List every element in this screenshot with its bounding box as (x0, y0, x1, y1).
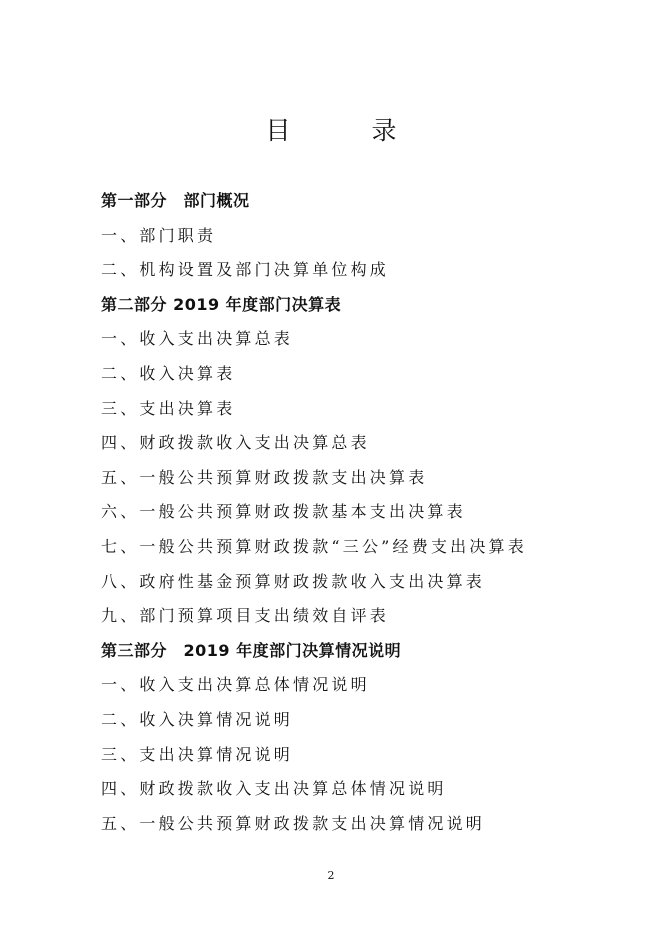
toc-item: 七、一般公共预算财政拨款“三公”经费支出决算表 (101, 536, 527, 556)
toc-item: 二、收入决算情况说明 (101, 709, 294, 729)
toc-item: 一、收入支出决算总体情况说明 (101, 675, 370, 695)
toc-part-heading: 第三部分 2019 年度部门决算情况说明 (101, 640, 402, 660)
toc-item: 三、支出决算情况说明 (101, 744, 294, 764)
toc-item: 三、支出决算表 (101, 398, 236, 418)
toc-item: 一、收入支出决算总表 (101, 329, 294, 349)
toc-item: 四、财政拨款收入支出决算总体情况说明 (101, 779, 447, 799)
toc-item: 五、一般公共预算财政拨款支出决算情况说明 (101, 813, 486, 833)
toc-item: 二、机构设置及部门决算单位构成 (101, 260, 390, 280)
toc-item: 四、财政拨款收入支出决算总表 (101, 433, 370, 453)
page-title: 目 录 (265, 116, 425, 145)
toc-item: 二、收入决算表 (101, 363, 236, 383)
table-of-contents (101, 184, 601, 841)
toc-item: 六、一般公共预算财政拨款基本支出决算表 (101, 502, 466, 522)
page-number: 2 (327, 869, 335, 882)
toc-item: 一、部门职责 (101, 225, 217, 245)
toc-item: 八、政府性基金预算财政拨款收入支出决算表 (101, 571, 486, 591)
toc-item: 五、一般公共预算财政拨款支出决算表 (101, 467, 428, 487)
toc-part-heading: 第一部分 部门概况 (101, 191, 250, 210)
toc-part-heading: 第二部分 2019 年度部门决算表 (101, 294, 342, 314)
toc-item: 九、部门预算项目支出绩效自评表 (101, 606, 390, 626)
